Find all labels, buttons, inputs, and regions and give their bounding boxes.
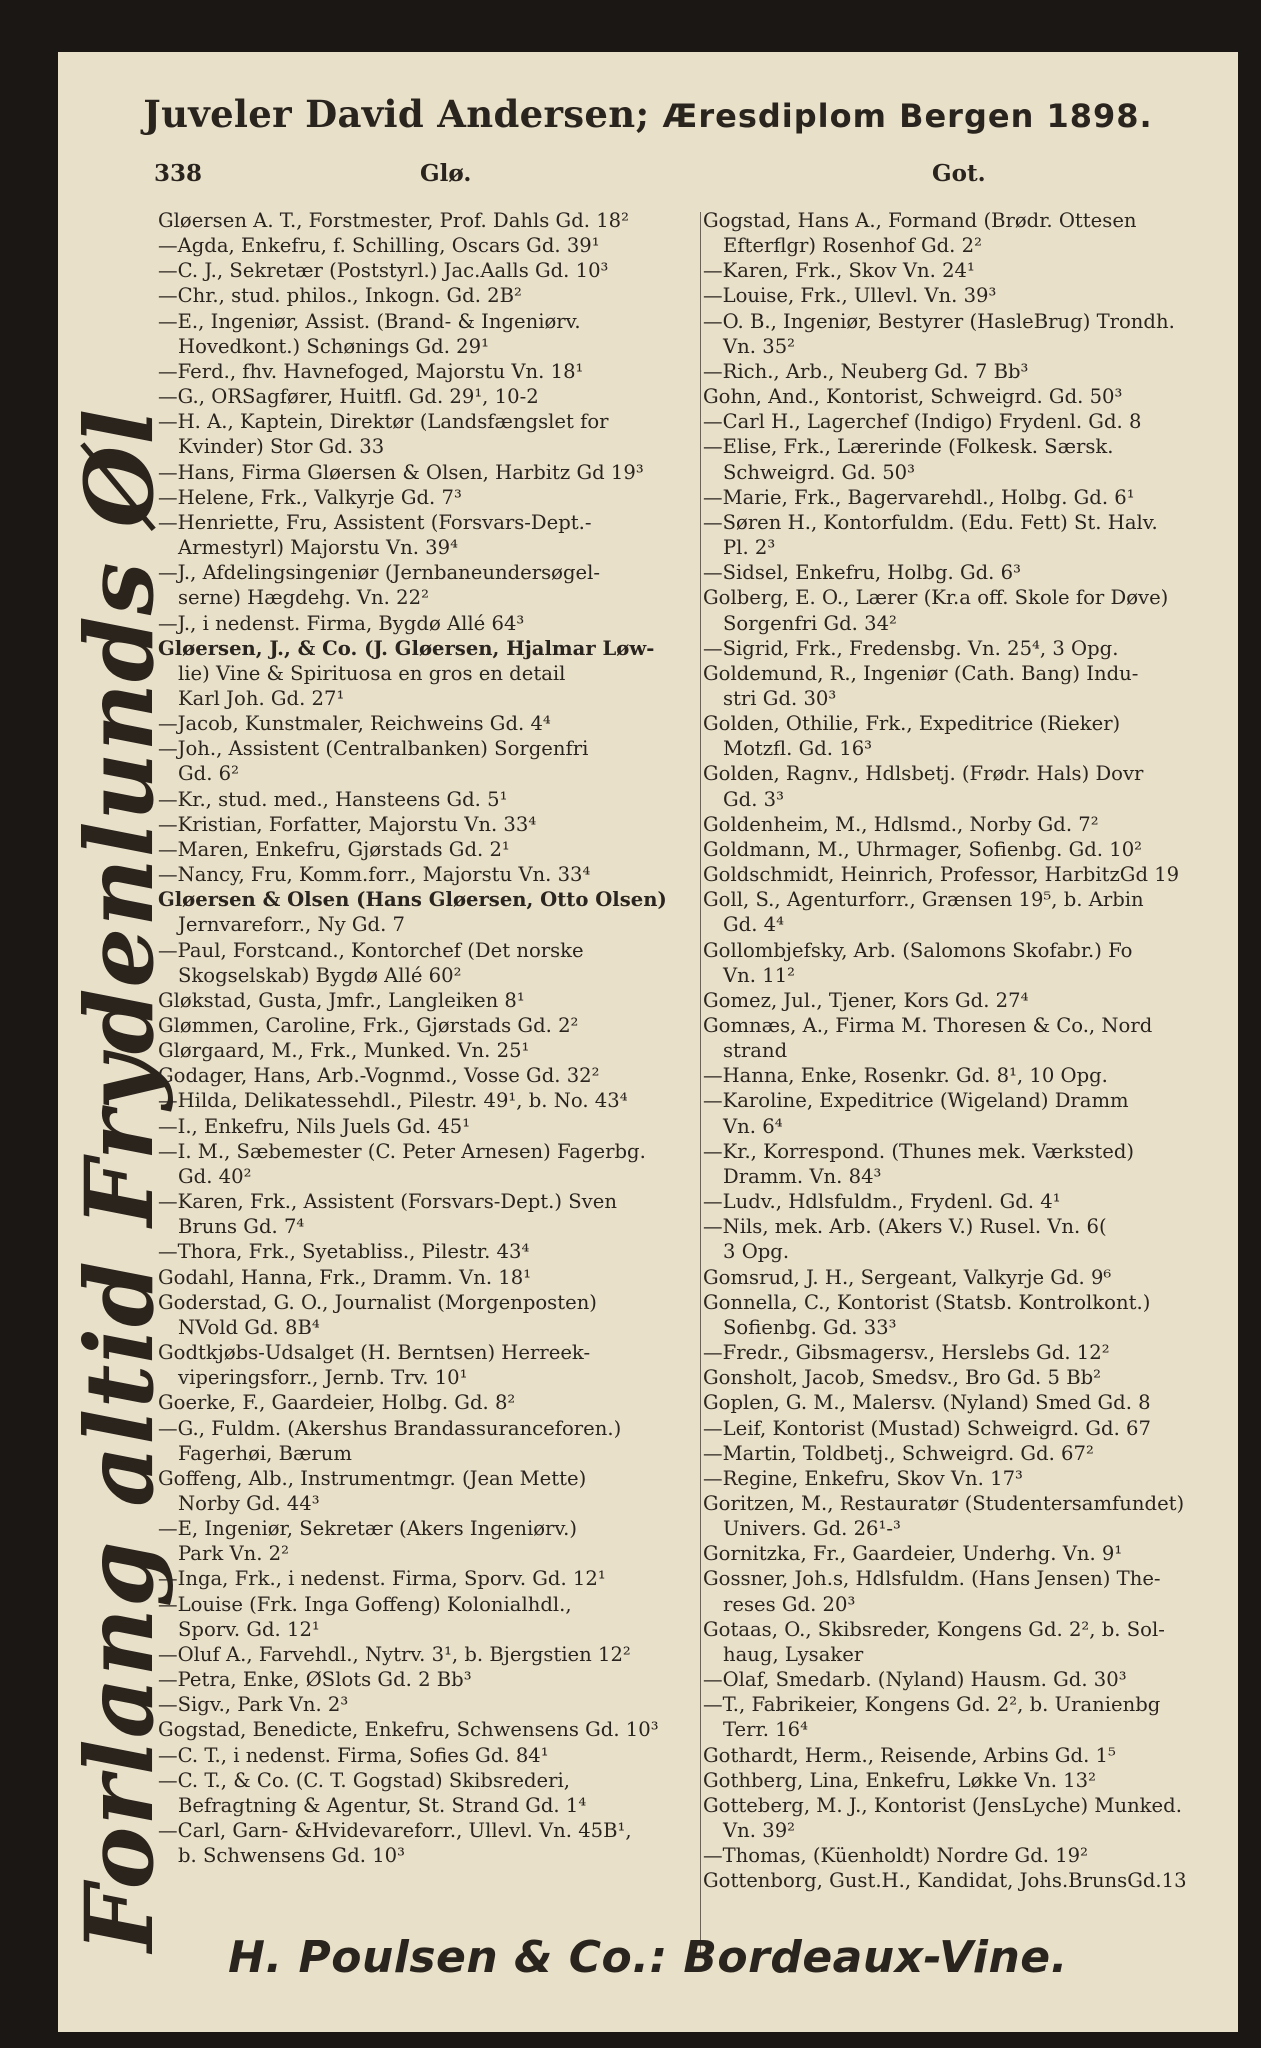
directory-entry: —G., Fuldm. (Akershus Brandassuranceforen.) <box>158 1416 622 1440</box>
entry-continuation: Schweigrd. Gd. 50³ <box>723 460 915 484</box>
directory-entry: Goldmann, M., Uhrmager, Sofienbg. Gd. 10² <box>703 837 1143 861</box>
directory-entry: Gothberg, Lina, Enkefru, Løkke Vn. 13² <box>703 1768 1096 1792</box>
directory-entry: —E, Ingeniør, Sekretær (Akers Ingeniørv.) <box>158 1517 578 1541</box>
side-advertisement: Forlang altid Frydenlunds Øl <box>65 408 175 1952</box>
entry-continuation: serne) Hægdehg. Vn. 22² <box>178 586 429 610</box>
directory-entry: —H. A., Kaptein, Direktør (Landsfængslet for <box>158 410 609 434</box>
directory-entry: Gossner, Joh.s, Hdlsfuldm. (Hans Jensen) The- <box>703 1567 1161 1591</box>
directory-entry: Goerke, F., Gaardeier, Holbg. Gd. 8² <box>158 1391 516 1415</box>
directory-entry: —Karen, Frk., Assistent (Forsvars-Dept.) Sven <box>158 1190 617 1214</box>
directory-entry: Gløersen & Olsen (Hans Gløersen, Otto Olsen) <box>158 888 667 912</box>
entry-continuation: Kvinder) Stor Gd. 33 <box>178 435 385 459</box>
running-head-left: Glø. <box>420 160 472 187</box>
directory-entry: —O. B., Ingeniør, Bestyrer (HasleBrug) Trondh. <box>703 309 1175 333</box>
directory-entry: —Ferd., fhv. Havnefoged, Majorstu Vn. 18¹ <box>158 359 584 383</box>
directory-entry: —Agda, Enkefru, f. Schilling, Oscars Gd. 39¹ <box>158 234 600 258</box>
entry-continuation: Karl Joh. Gd. 27¹ <box>178 686 345 710</box>
directory-entry: —Søren H., Kontorfuldm. (Edu. Fett) St. Halv. <box>703 510 1158 534</box>
directory-entry: —Ludv., Hdlsfuldm., Frydenl. Gd. 4¹ <box>703 1190 1061 1214</box>
entry-continuation: Gd. 6² <box>178 762 239 786</box>
entry-continuation: NVold Gd. 8B⁴ <box>178 1315 320 1339</box>
entry-continuation: b. Schwensens Gd. 10³ <box>178 1844 405 1868</box>
directory-entry: Gonsholt, Jacob, Smedsv., Bro Gd. 5 Bb² <box>703 1366 1101 1390</box>
directory-entry: —Thomas, (Küenholdt) Nordre Gd. 19² <box>703 1844 1088 1868</box>
directory-entry: —Olaf, Smedarb. (Nyland) Hausm. Gd. 30³ <box>703 1668 1127 1692</box>
directory-entry: —Elise, Frk., Lærerinde (Folkesk. Særsk. <box>703 435 1114 459</box>
entry-continuation: Vn. 39² <box>723 1819 796 1842</box>
directory-entry: —G., ORSagfører, Huitfl. Gd. 29¹, 10-2 <box>158 385 539 409</box>
directory-entry: Gløersen, J., & Co. (J. Gløersen, Hjalmar Løw- <box>158 636 655 660</box>
entry-continuation: reses Gd. 20³ <box>723 1592 856 1616</box>
directory-entry: —Karoline, Expeditrice (Wigeland) Dramm <box>703 1089 1129 1113</box>
entry-continuation: haug, Lysaker <box>723 1642 864 1666</box>
directory-entry: Gomsrud, J. H., Sergeant, Valkyrje Gd. 9⁶ <box>703 1265 1112 1289</box>
directory-entry: —E., Ingeniør, Assist. (Brand- & Ingeniørv. <box>158 309 581 333</box>
directory-entry: —Petra, Enke, ØSlots Gd. 2 Bb³ <box>158 1668 472 1692</box>
directory-entry: —Fredr., Gibsmagersv., Herslebs Gd. 12² <box>703 1341 1110 1365</box>
entry-continuation: Vn. 6⁴ <box>723 1114 783 1138</box>
entry-continuation: 3 Opg. <box>723 1240 790 1264</box>
directory-entry: —Sidsel, Enkefru, Holbg. Gd. 6³ <box>703 561 1021 585</box>
directory-entry: Gothardt, Herm., Reisende, Arbins Gd. 1⁵ <box>703 1743 1116 1767</box>
page-number: 338 <box>154 160 203 187</box>
directory-entry: —Carl, Garn- &Hvidevareforr., Ullevl. Vn. 45B¹, <box>158 1819 632 1842</box>
directory-entry: —J., i nedenst. Firma, Bygdø Allé 64³ <box>158 611 525 635</box>
directory-entry: Goldenheim, M., Hdlsmd., Norby Gd. 7² <box>703 812 1099 836</box>
directory-entry: —Nancy, Fru, Komm.forr., Majorstu Vn. 33⁴ <box>158 863 591 887</box>
directory-entry: —Louise (Frk. Inga Goffeng) Kolonialhdl., <box>158 1592 572 1616</box>
entry-continuation: Gd. 3³ <box>723 787 784 811</box>
directory-entry: Goffeng, Alb., Instrumentmgr. (Jean Mette) <box>158 1466 587 1490</box>
directory-entry: Gomez, Jul., Tjener, Kors Gd. 27⁴ <box>703 988 1029 1012</box>
directory-entry: —Paul, Forstcand., Kontorchef (Det norske <box>158 938 584 962</box>
entry-continuation: lie) Vine & Spirituosa en gros en detail <box>178 661 566 685</box>
header-advertisement <box>58 92 1238 136</box>
directory-entry: —Hanna, Enke, Rosenkr. Gd. 8¹, 10 Opg. <box>703 1064 1108 1088</box>
entry-continuation: Vn. 35² <box>723 334 796 358</box>
directory-entry: —Rich., Arb., Neuberg Gd. 7 Bb³ <box>703 359 1029 383</box>
entry-continuation: Pl. 2³ <box>723 536 776 560</box>
directory-entry: —Sigv., Park Vn. 2³ <box>158 1693 349 1717</box>
directory-entry: Goritzen, M., Restauratør (Studentersamfundet) <box>703 1491 1185 1515</box>
directory-entry: —C. T., & Co. (C. T. Gogstad) Skibsrederi, <box>158 1768 570 1792</box>
directory-entry: —Karen, Frk., Skov Vn. 24¹ <box>703 259 975 283</box>
directory-entry: —T., Fabrikeier, Kongens Gd. 2², b. Uranienbg <box>703 1693 1161 1717</box>
directory-entry: Godahl, Hanna, Frk., Dramm. Vn. 18¹ <box>158 1265 532 1289</box>
header-ad-right: Æresdiplom Bergen 1898. <box>662 97 1153 135</box>
directory-entry: Gotteberg, M. J., Kontorist (JensLyche) Munked. <box>703 1793 1182 1817</box>
directory-page <box>58 52 1238 2032</box>
directory-entry: Golden, Othilie, Frk., Expeditrice (Rieker) <box>703 712 1121 736</box>
entry-continuation: Befragtning & Agentur, St. Strand Gd. 1⁴ <box>178 1793 587 1817</box>
entry-continuation: stri Gd. 30³ <box>723 686 837 710</box>
directory-entry: —Inga, Frk., i nedenst. Firma, Sporv. Gd. 12¹ <box>158 1567 606 1591</box>
entry-continuation: viperingsforr., Jernb. Trv. 10¹ <box>178 1366 468 1390</box>
entry-continuation: Gd. 40² <box>178 1164 252 1188</box>
directory-entry: —Louise, Frk., Ullevl. Vn. 39³ <box>703 284 997 308</box>
entry-continuation: strand <box>723 1039 788 1063</box>
directory-entry: Goplen, G. M., Malersv. (Nyland) Smed Gd. 8 <box>703 1391 1151 1415</box>
directory-entry: Golden, Ragnv., Hdlsbetj. (Frødr. Hals) Dovr <box>703 762 1144 786</box>
entry-continuation: Skogselskab) Bygdø Allé 60² <box>178 963 462 987</box>
directory-entry: —Carl H., Lagerchef (Indigo) Frydenl. Gd. 8 <box>703 410 1142 434</box>
directory-entry: —Martin, Toldbetj., Schweigrd. Gd. 67² <box>703 1441 1094 1465</box>
entry-continuation: Park Vn. 2² <box>178 1542 289 1566</box>
directory-entry: Godager, Hans, Arb.-Vognmd., Vosse Gd. 32² <box>158 1064 600 1088</box>
directory-entry: —Regine, Enkefru, Skov Vn. 17³ <box>703 1466 1023 1490</box>
entry-continuation: Jernvareforr., Ny Gd. 7 <box>178 913 406 937</box>
directory-entry: Goldemund, R., Ingeniør (Cath. Bang) Indu- <box>703 661 1139 685</box>
entry-continuation: Bruns Gd. 7⁴ <box>178 1215 305 1239</box>
directory-entry: —Hans, Firma Gløersen & Olsen, Harbitz Gd 19³ <box>158 460 644 484</box>
directory-entry: —Kristian, Forfatter, Majorstu Vn. 33⁴ <box>158 812 537 836</box>
directory-entry: —C. J., Sekretær (Poststyrl.) Jac.Aalls Gd. 10³ <box>158 259 609 283</box>
entry-continuation: Fagerhøi, Bærum <box>178 1441 352 1465</box>
footer-advertisement: H. Poulsen & Co.: Bordeaux-Vine. <box>228 1932 1068 1983</box>
directory-entry: —Kr., stud. med., Hansteens Gd. 5¹ <box>158 787 508 811</box>
entry-continuation: Motzfl. Gd. 16³ <box>723 737 873 761</box>
directory-entry: —Marie, Frk., Bagervarehdl., Holbg. Gd. 6¹ <box>703 485 1135 509</box>
entry-continuation: Norby Gd. 44³ <box>178 1491 320 1515</box>
directory-entry: —Nils, mek. Arb. (Akers V.) Rusel. Vn. 6( <box>703 1215 1107 1239</box>
entry-continuation: Sofienbg. Gd. 33³ <box>723 1315 897 1339</box>
directory-entry: Gollombjefsky, Arb. (Salomons Skofabr.) Fo <box>703 938 1133 962</box>
directory-entry: Goderstad, G. O., Journalist (Morgenposten) <box>158 1290 597 1314</box>
directory-entry: Goldschmidt, Heinrich, Professor, HarbitzGd 19 <box>703 863 1180 887</box>
entry-continuation: Hovedkont.) Schønings Gd. 29¹ <box>178 334 489 358</box>
directory-entry: Gløkstad, Gusta, Jmfr., Langleiken 8¹ <box>158 988 525 1012</box>
entry-continuation: Vn. 11² <box>723 963 796 987</box>
directory-entry: —Hilda, Delikatessehdl., Pilestr. 49¹, b. No. 43⁴ <box>158 1089 628 1113</box>
directory-entry: —Chr., stud. philos., Inkogn. Gd. 2B² <box>158 284 522 308</box>
left-column <box>158 208 698 1868</box>
directory-entry: —Maren, Enkefru, Gjørstads Gd. 2¹ <box>158 837 510 861</box>
directory-entry: —Jacob, Kunstmaler, Reichweins Gd. 4⁴ <box>158 712 551 736</box>
directory-entry: Gohn, And., Kontorist, Schweigrd. Gd. 50³ <box>703 385 1123 409</box>
directory-entry: Gonnella, C., Kontorist (Statsb. Kontrolkont.) <box>703 1290 1151 1314</box>
directory-entry: Glørgaard, M., Frk., Munked. Vn. 25¹ <box>158 1039 530 1063</box>
directory-entry: —Sigrid, Frk., Fredensbg. Vn. 25⁴, 3 Opg. <box>703 636 1119 660</box>
directory-entry: —Kr., Korrespond. (Thunes mek. Værksted) <box>703 1139 1135 1163</box>
directory-entry: —Henriette, Fru, Assistent (Forsvars-Dept.- <box>158 510 592 534</box>
directory-entry: —Oluf A., Farvehdl., Nytrv. 3¹, b. Bjergstien 12² <box>158 1642 631 1666</box>
header-ad-left: Juveler David Andersen; <box>143 92 650 136</box>
directory-entry: Gogstad, Hans A., Formand (Brødr. Ottesen <box>703 209 1137 232</box>
directory-entry: —Helene, Frk., Valkyrje Gd. 7³ <box>158 485 462 509</box>
directory-entry: Gløersen A. T., Forstmester, Prof. Dahls Gd. 18² <box>158 209 629 232</box>
directory-entry: —C. T., i nedenst. Firma, Sofies Gd. 84¹ <box>158 1743 549 1767</box>
running-head-right: Got. <box>932 160 986 187</box>
entry-continuation: Sorgenfri Gd. 34² <box>723 611 897 635</box>
directory-entry: Gogstad, Benedicte, Enkefru, Schwensens Gd. 10³ <box>158 1718 659 1742</box>
directory-entry: Gomnæs, A., Firma M. Thoresen & Co., Nord <box>703 1014 1153 1037</box>
directory-entry: —Leif, Kontorist (Mustad) Schweigrd. Gd. 67 <box>703 1416 1151 1440</box>
entry-continuation: Terr. 16⁴ <box>723 1718 808 1742</box>
directory-entry: Gornitzka, Fr., Gaardeier, Underhg. Vn. 9¹ <box>703 1542 1123 1566</box>
directory-entry: —Joh., Assistent (Centralbanken) Sorgenfri <box>158 737 589 761</box>
directory-entry: —J., Afdelingsingeniør (Jernbaneundersøgel- <box>158 561 600 585</box>
entry-continuation: Armestyrl) Majorstu Vn. 39⁴ <box>178 536 458 560</box>
directory-entry: Golberg, E. O., Lærer (Kr.a off. Skole for Døve) <box>703 586 1169 610</box>
right-column <box>703 208 1238 1893</box>
directory-entry: Gotaas, O., Skibsreder, Kongens Gd. 2², b. Sol- <box>703 1617 1165 1641</box>
directory-entry: Goll, S., Agenturforr., Grænsen 19⁵, b. Arbin <box>703 888 1144 912</box>
entry-continuation: Sporv. Gd. 12¹ <box>178 1617 320 1641</box>
directory-entry: Gottenborg, Gust.H., Kandidat, Johs.BrunsGd.13 <box>703 1869 1187 1893</box>
entry-continuation: Gd. 4⁴ <box>723 913 784 937</box>
entry-continuation: Univers. Gd. 26¹-³ <box>723 1517 901 1541</box>
column-divider <box>700 212 701 1957</box>
entry-continuation: Efterflgr) Rosenhof Gd. 2² <box>723 234 982 258</box>
directory-entry: —I. M., Sæbemester (C. Peter Arnesen) Fagerbg. <box>158 1139 646 1163</box>
directory-entry: Glømmen, Caroline, Frk., Gjørstads Gd. 2² <box>158 1014 579 1037</box>
directory-entry: —Thora, Frk., Syetabliss., Pilestr. 43⁴ <box>158 1240 530 1264</box>
directory-entry: Godtkjøbs-Udsalget (H. Berntsen) Herreek- <box>158 1341 591 1365</box>
entry-continuation: Dramm. Vn. 84³ <box>723 1164 882 1188</box>
directory-entry: —I., Enkefru, Nils Juels Gd. 45¹ <box>158 1114 471 1138</box>
